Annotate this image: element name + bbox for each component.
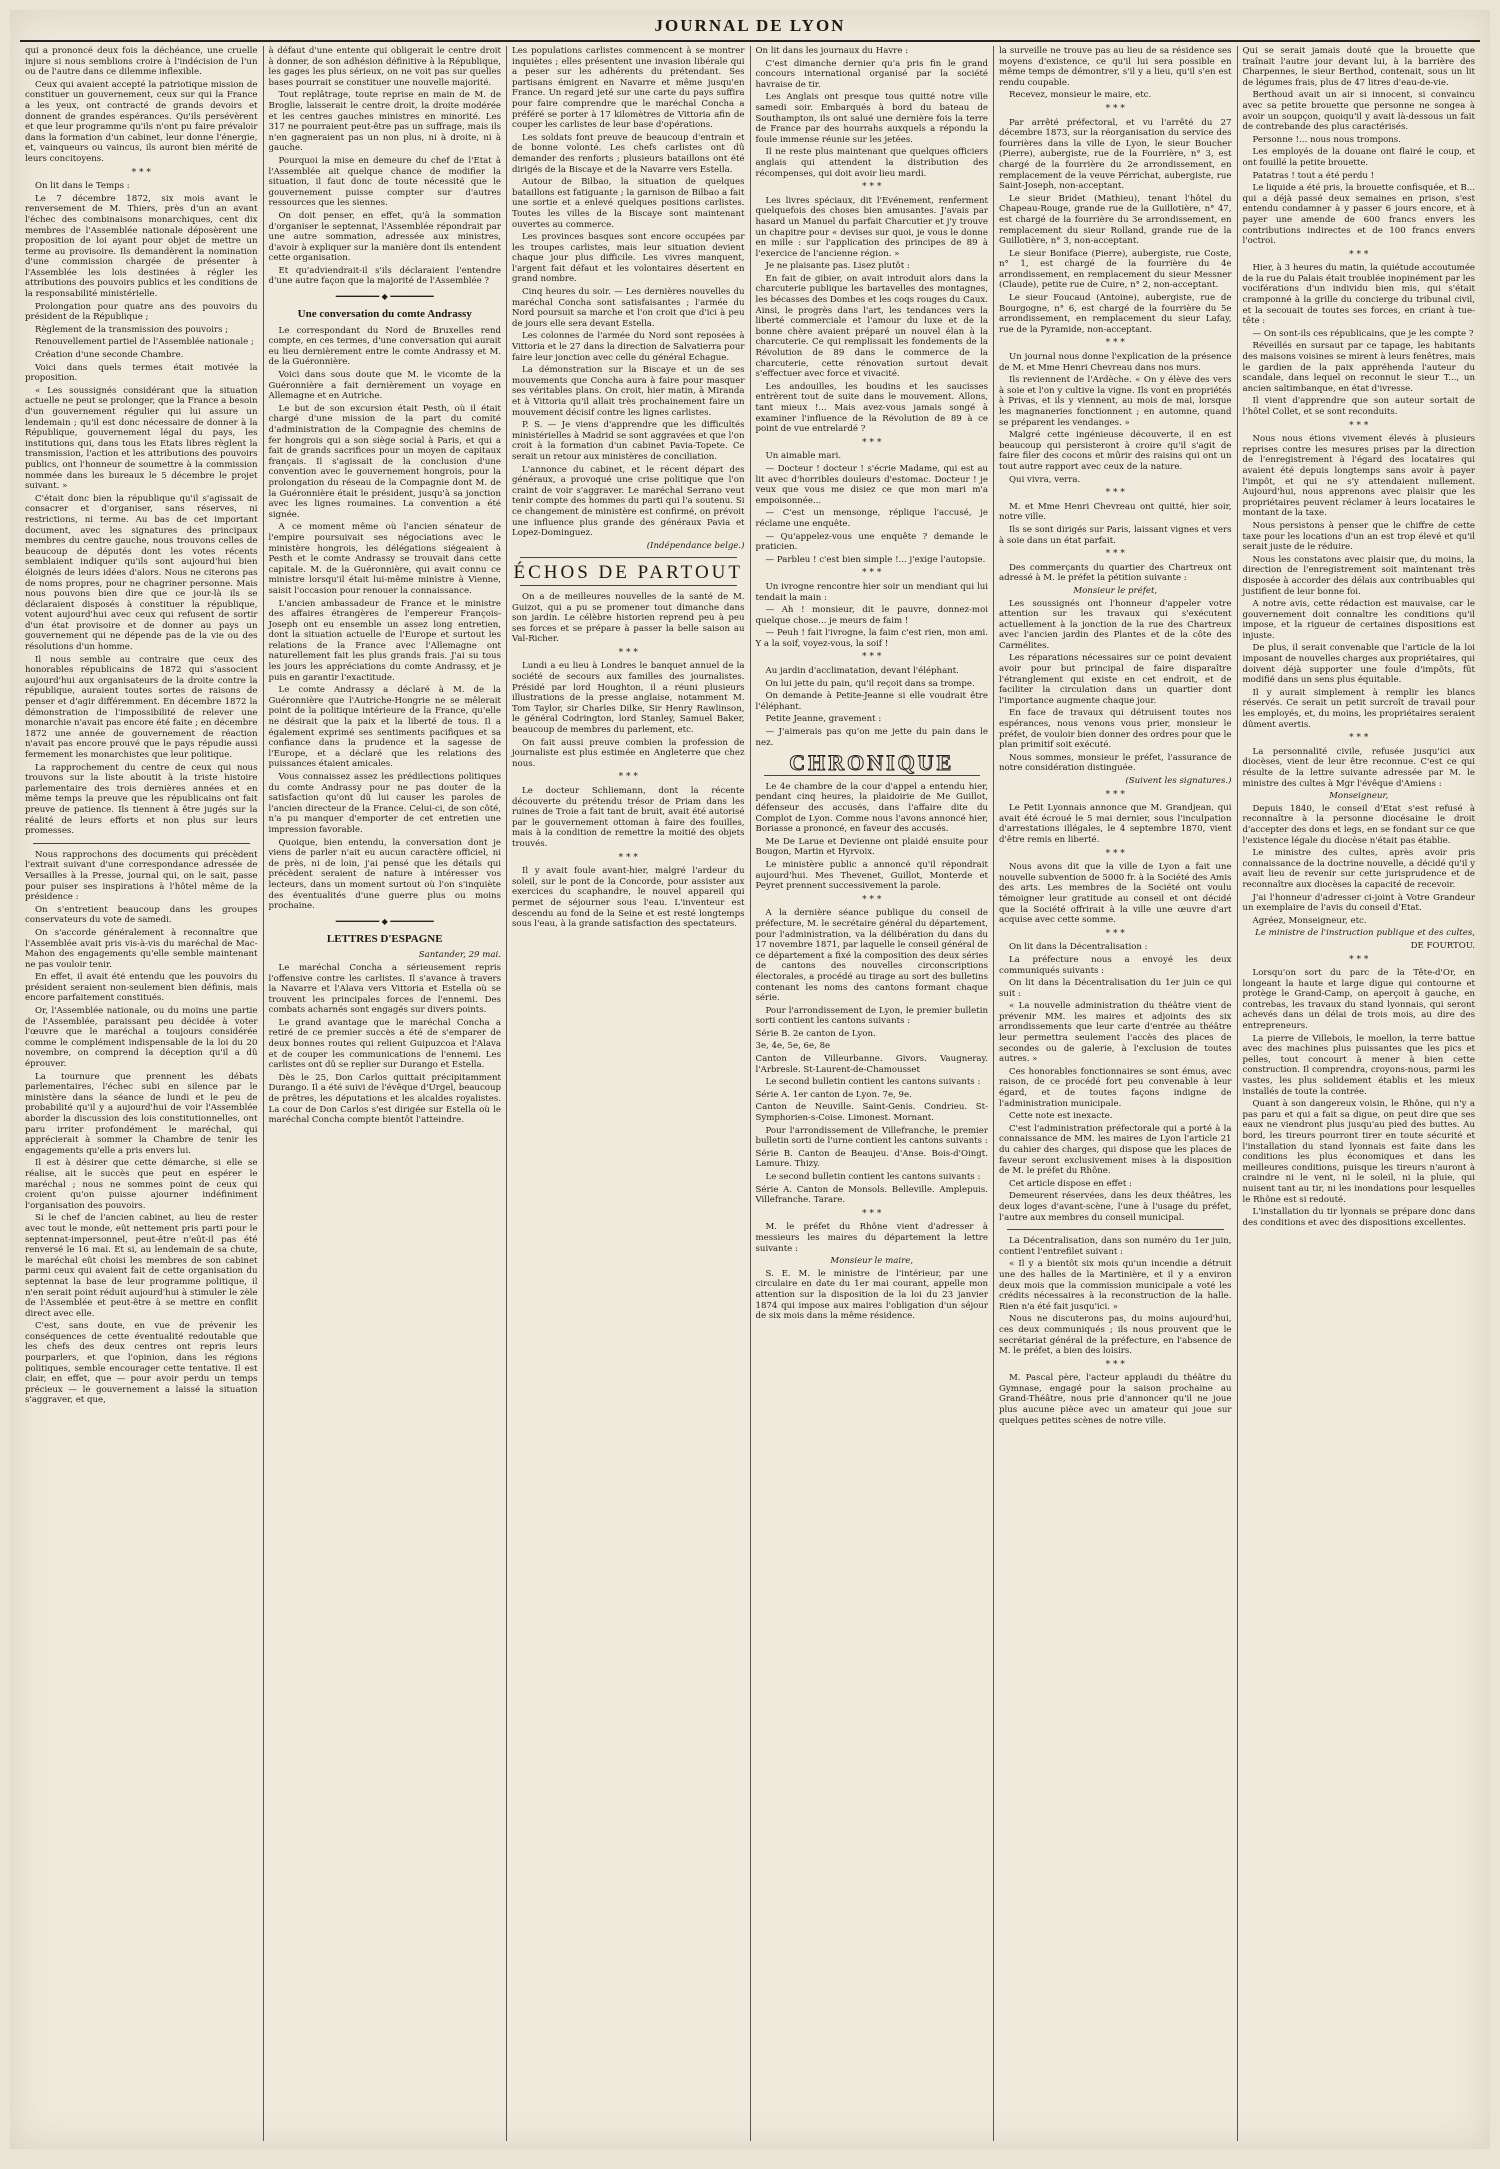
paragraph: Autour de Bilbao, la situation de quelques bataillons est fatiguante ; la garnison de Bilbao a fait une sortie et a enlevé quelques positions carlistes. Toutes les villes de la Biscaye sont maintenant ouvertes au commerce. — [512, 177, 745, 230]
paragraph: Cette note est inexacte. — [1009, 1111, 1113, 1122]
signature-title: Le ministre de l'instruction publique et des cultes, — [1255, 928, 1475, 939]
section-heading: ÉCHOS DE PARTOUT — [513, 562, 743, 584]
paragraph: Berthoud avait un air si innocent, si convaincu avec sa petite brouette que personne ne songea à avoir un soupçon, quoiqu'il y avait là-dessous un fait de contrebande des plus caractérisés. — [1242, 90, 1475, 133]
paragraph: Nous les constatons avec plaisir que, du moins, la direction de l'enregistrement soit maintenant très disposée à accorder des délais aux contribuables qui justifient de leur bonne foi. — [1242, 554, 1475, 597]
separator-stars: * * * — [1105, 103, 1125, 114]
paragraph: Les provinces basques sont encore occupées par les troupes carlistes, mais leur situation devient chaque jour plus difficile. Les vivres manquent, l'argent fait défaut et les volontaires désertent en grand nombre. — [512, 232, 745, 285]
paragraph: Il ne reste plus maintenant que quelques officiers anglais qui attendent la distribution des récompenses, qui doit avoir lieu mardi. — [755, 147, 988, 179]
ornament-rule: ━━━━━━━━━ ◆ ━━━━━━━━━ — [335, 292, 434, 302]
separator-stars: * * * — [1105, 848, 1125, 859]
paragraph: Ils se sont dirigés sur Paris, laissant vignes et vers à soie dans un état parfait. — [999, 524, 1232, 546]
paragraph: M. et Mme Henri Chevreau ont quitté, hier soir, notre ville. — [999, 501, 1232, 523]
paragraph: Nous avons dit que la ville de Lyon a fait une nouvelle subvention de 5000 fr. à la Société des Amis des arts. Les membres de la Société ont voulu témoigner leur gratitude au conseil et ont décidé que la Société offrirait à la ville une œuvre d'art acquise avec cette somme. — [999, 862, 1232, 926]
paragraph: Lundi a eu lieu à Londres le banquet annuel de la société de secours aux familles des journalistes. Présidé par lord Houghton, il a réuni plusieurs illustrations de la presse anglaise, notamment M. Tom Taylor, sir Charles Dilke, Sir Henry Rawlinson, le général Codrington, lord Stanley, Samuel Baker, beaucoup de membres du parlement, etc. — [512, 661, 745, 736]
paragraph: — Docteur ! docteur ! s'écrie Madame, qui est au lit avec d'horribles douleurs d'estomac. Docteur ! je veux que vous me disiez ce que mon mari m'a empoisonnée... — [755, 463, 988, 506]
paragraph: Personne !... nous nous trompons. — [1252, 134, 1401, 145]
signature-note: (Suivent les signatures.) — [1125, 776, 1232, 786]
paragraph: Les andouilles, les boudins et les saucisses entrèrent tout de suite dans le mouvement. Allons, tant mieux !... Mais avez-vous jamais songé à examiner l'influence de la Révolution de 89 à ce point de vue entrelardé ? — [755, 381, 988, 435]
separator-stars: * * * — [862, 182, 882, 193]
paragraph: Création d'une seconde Chambre. — [35, 350, 184, 361]
columns-container — [20, 46, 1480, 2141]
column-2 — [264, 46, 508, 2141]
paragraph: Vous connaissez assez les prédilections politiques du comte Andrassy pour ne pas douter de la satisfaction qu'ont dû lui causer les paroles de l'ancien directeur de la France. Celui-ci, de son côté, n'a pu manquer d'emporter de cet entretien une impression favorable. — [268, 772, 501, 835]
separator-stars: * * * — [862, 568, 882, 579]
paragraph: En face de travaux qui détruisent toutes nos espérances, nous venons vous prier, monsieur le préfet, de vouloir bien donner des ordres pour que le plan primitif soit exécuté. — [999, 708, 1232, 751]
paragraph: Le sieur Foucaud (Antoine), aubergiste, rue de Bourgogne, n° 6, est chargé de la fourrière du 5e arrondissement, en remplacement du sieur Lafay, rue de la Pyramide, non-acceptant. — [999, 293, 1232, 335]
list-item: Série A. 1er canton de Lyon. 7e, 9e. — [755, 1089, 912, 1100]
source-attribution: (Indépendance belge.) — [646, 540, 745, 551]
paragraph: Il vient d'apprendre que son auteur sortait de l'hôtel Collet, et se sont reconduits. — [1242, 396, 1475, 417]
paragraph: On lit dans la Décentralisation du 1er juin ce qui suit : — [999, 978, 1232, 999]
paragraph: qui a prononcé deux fois la déchéance, une cruelle injure si nous semblions croire à l'indécision de l'un ou de l'autre dans ce dilemme inflexible. — [25, 46, 258, 78]
separator-stars: * * * — [1349, 954, 1369, 965]
paragraph: Le Petit Lyonnais annonce que M. Grandjean, qui avait été écroué le 5 mai dernier, sous l'inculpation d'arrestations illégales, le 4 septembre 1870, vient d'être remis en liberté. — [999, 803, 1232, 845]
dateline: Santander, 29 mai. — [418, 950, 501, 961]
paragraph: Ces honorables fonctionnaires se sont émus, avec raison, de ce procédé fort peu convenable à leur égard, et de toutes façons indigne de l'administration municipale. — [999, 1066, 1232, 1109]
paragraph: Le maréchal Concha a sérieusement repris l'offensive contre les carlistes. Il s'avance à travers la Navarre et l'Alava vers Vittoria et Estella où se trouvent les principales forces de l'ennemi. Des combats acharnés sont engagés sur divers points. — [268, 962, 501, 1016]
paragraph: En effet, il avait été entendu que les pouvoirs du président seraient non-seulement bien définis, mais encore parfaitement constitués. — [25, 972, 258, 1004]
paragraph: C'est dimanche dernier qu'a pris fin le grand concours international organisé par la société havraise de tir. — [755, 58, 988, 90]
separator-stars: * * * — [1105, 789, 1125, 800]
separator-stars: * * * — [131, 167, 151, 178]
separator-rule — [1007, 1229, 1224, 1230]
separator-stars: * * * — [618, 647, 638, 658]
separator-rule — [33, 843, 250, 844]
paragraph: On doit penser, en effet, qu'à la sommation d'organiser le septennat, l'Assemblée répondrait par une autre sommation, adressée aux ministres, d'avoir à expliquer sur la manière dont ils entendent cette organisation. — [268, 210, 501, 264]
paragraph: Des commerçants du quartier des Chartreux ont adressé à M. le préfet la pétition suivante : — [999, 562, 1232, 584]
paragraph: — Ah ! monsieur, dit le pauvre, donnez-moi quelque chose... je meurs de faim ! — [755, 605, 988, 626]
paragraph: « La nouvelle administration du théâtre vient de prévenir MM. les maires et adjoints des six arrondissements que leur carte d'entrée au théâtre leur permettra seulement l'accès des places de secondes ou de galerie, à l'exclusion de toutes autres. » — [999, 1001, 1232, 1065]
paragraph: Un aimable mari. — [765, 451, 842, 462]
separator-rule — [520, 557, 737, 558]
paragraph: A la dernière séance publique du conseil de préfecture, M. le secrétaire général du département, pour l'administration, va la délibération du dans du 17 novembre 1871, par laquelle le conseil général de ce département a fixé la composition des deux séries de cantons des nouvelles circonscriptions électorales, a procédé au tirage au sort des bulletins contenant les noms des cantons formant chaque série. — [755, 908, 988, 1004]
paragraph: Le ministre des cultes, après avoir pris connaissance de la doctrine nouvelle, a décidé qu'il y avait lieu de revenir sur cette jurisprudence et de reconnaître aux diocèses la capacité de recevoir. — [1242, 848, 1475, 890]
paragraph: J'ai l'honneur d'adresser ci-joint à Votre Grandeur un exemplaire de l'avis du conseil d'Etat. — [1242, 892, 1475, 914]
paragraph: Agréez, Monseigneur, etc. — [1252, 915, 1367, 926]
paragraph: « Les soussignés considérant que la situation actuelle ne peut se prolonger, que la France a besoin d'un gouvernement régulier qui lui assure un lendemain ; qu'il est donc nécessaire de donner à la République, gouvernement légal du pays, les institutions qui, dans tous les Etats libres règlent la transmission, l'action et les attributions des pouvoirs publics, ont l'honneur de soumettre à la commission nommée dans les bureaux le 5 décembre le projet suivant. » — [25, 385, 258, 492]
paragraph: Les réparations nécessaires sur ce point devaient avoir pour but principal de faire disparaître l'étranglement qui existe en cet endroit, et de faciliter la circulation dans un quartier dont l'importance augmente chaque jour. — [999, 653, 1232, 706]
ornament-rule: ━━━━━━━━━ ◆ ━━━━━━━━━ — [335, 916, 434, 926]
paragraph: « Il y a bientôt six mois qu'un incendie a détruit une des halles de la Martinière, et il y a environ deux mois que la commission municipale a voté les crédits nécessaires à la reconstruction de la halle. Rien n'a été fait jusqu'ici. » — [999, 1259, 1232, 1312]
paragraph: La pierre de Villebois, le moellon, la terre battue avec des machines plus puissantes que les pics et pelles, tout concourt à mener à bien cette construction. Il comprendra, croyons-nous, parmi les vastes, les plus solidement établis et les mieux installés de toute la contrée. — [1242, 1033, 1475, 1097]
article-heading: Une conversation du comte Andrassy — [297, 308, 472, 321]
list-item: Série B. 2e canton de Lyon. — [755, 1028, 876, 1039]
paragraph: A notre avis, cette rédaction est mauvaise, car le gouvernement doit connaître les conditions qu'il impose, et la rigueur de certaines dispositions est injuste. — [1242, 599, 1475, 641]
paragraph: Il y avait foule avant-hier, malgré l'ardeur du soleil, sur le pont de la Concorde, pour assister aux exercices du scaphandre, le nouvel appareil qui permet de séjourner sous l'eau. L'inventeur est descendu au fond de la Seine et est resté longtemps sous l'eau, à la grande satisfaction des spectateurs. — [512, 866, 745, 930]
paragraph: Il y aurait simplement à remplir les blancs réservés. Ce serait un petit surcroît de travail pour les employés, et, du moins, les propriétaires seraient dûment avertis. — [1242, 687, 1475, 730]
separator-rule — [520, 585, 737, 586]
paragraph: Le docteur Schliemann, dont la récente découverte du prétendu trésor de Priam dans les ruines de Troie a fait tant de bruit, avait été autorisé par le gouvernement ottoman à faire des fouilles, mais à la condition de remettre la moitié des objets trouvés. — [512, 786, 745, 849]
masthead-rule — [20, 40, 1480, 42]
paragraph: Malgré cette ingénieuse découverte, il en est beaucoup qui persisteront à croire qu'il s'agit de faire filer des cocons et mûrir des raisins qui ont un tout autre rapport avec ceux de la nature. — [999, 430, 1232, 472]
paragraph: Lorsqu'on sort du parc de la Tête-d'Or, en longeant la haute et large digue qui contourne et protège le Grand-Camp, on aperçoit à gauche, en contrebas, les travaux du stand lyonnais, qui seront achevés dans un délai de trois mois, au dire des entrepreneurs. — [1242, 968, 1475, 1032]
paragraph: Règlement de la transmission des pouvoirs ; — [35, 324, 229, 335]
paragraph: Le second bulletin contient les cantons suivants : — [765, 1172, 981, 1182]
column-5 — [994, 46, 1238, 2141]
paragraph: Si le chef de l'ancien cabinet, au lieu de rester avec tout le monde, eût nettement pris parti pour le septennat-impersonnel, peut-être n'eût-il pas été renversé le 16 mai. Et si, au lendemain de sa chute, le maréchal eût choisi les membres de son cabinet parmi ceux qui avaient fait de cette organisation du septennat la base de leur programme politique, il n'en serait point réduit aujourd'hui à stimuler le zèle de l'Assemblée et peut-être à se mettre en conflit direct avec elle. — [25, 1213, 258, 1319]
paragraph: On demande à Petite-Jeanne si elle voudrait être l'éléphant. — [755, 691, 988, 712]
paragraph: Au jardin d'acclimatation, devant l'éléphant. — [765, 666, 959, 677]
paragraph: Les soussignés ont l'honneur d'appeler votre attention sur les travaux qui s'exécutent actuellement à la jonction de la rue des Chartreux avec l'ancien jardin des Plantes et de la côte des Carmélites. — [999, 598, 1232, 651]
paragraph: Qui vivra, verra. — [1009, 474, 1081, 485]
separator-stars: * * * — [618, 772, 638, 783]
list-item: Série B. Canton de Beaujeu. d'Anse. Bois-d'Oingt. Lamure. Thizy. — [755, 1148, 988, 1170]
paragraph: On lit dans le Temps : — [35, 181, 130, 192]
separator-stars: * * * — [1105, 338, 1125, 349]
paragraph: Le ministère public a annoncé qu'il répondrait aujourd'hui. Mes Thevenet, Guillot, Monterde et Peyret prennent successivement la parole. — [755, 859, 988, 892]
paragraph: Le liquide a été pris, la brouette confisquée, et B... qui a déjà passé deux semaines en prison, s'est entendu condamner à y passer 6 jours encore, et à payer une amende de 600 francs envers les contributions indirectes et de 100 francs envers l'octroi. — [1242, 183, 1475, 247]
separator-stars: * * * — [1105, 488, 1125, 499]
paragraph: Il est à désirer que cette démarche, si elle se réalise, ait le succès que peut en espérer le maréchal ; nous ne sommes point de ceux qui croient qu'on puisse ajourner indéfiniment l'organisation des pouvoirs. — [25, 1158, 258, 1211]
separator-stars: * * * — [862, 652, 882, 663]
paragraph: Demeurent réservées, dans les deux théâtres, les deux loges d'avant-scène, l'une à l'usage du préfet, l'autre aux membres du conseil municipal. — [999, 1191, 1232, 1223]
paragraph: A ce moment même où l'ancien sénateur de l'empire poursuivait ses négociations avec le ministère hongrois, les délégations siégeaient à Pesth et le comte Andrassy se trouvait dans cette capitale. M. de la Guéronnière, qui avait connu ce ministre lorsqu'il était lui-même ministre à Vienne, saisit l'occasion pour renouer la connaissance. — [268, 522, 501, 596]
paragraph: Les populations carlistes commencent à se montrer inquiètes ; elles présentent une invasion libérale qui a peser sur les adhérents du prétendant. Ses partisans émigrent en Navarre et même jusqu'en France. Un regard jeté sur une carte du pays suffira pour faire comprendre que le maréchal Concha a préféré se porter à 17 kilomètres de Vittoria afin de couper les carlistes de leur base d'opérations. — [512, 46, 745, 131]
separator-stars: * * * — [1105, 1359, 1125, 1370]
paragraph: Me De Larue et Devienne ont plaidé ensuite pour Bougon, Martin et Hyrvoix. — [755, 836, 988, 858]
paragraph: On lit dans la Décentralisation : — [1009, 942, 1148, 953]
paragraph: Un journal nous donne l'explication de la présence de M. et Mme Henri Chevreau dans nos murs. — [999, 352, 1232, 373]
column-3 — [507, 46, 751, 2141]
paragraph: — J'aimerais pas qu'on me jette du pain dans le nez. — [755, 727, 988, 748]
paragraph: Ils reviennent de l'Ardèche. « On y élève des vers à soie et l'on y cultive la vigne. Ils vont en propriétés à Privas, et ils y viennent, au mois de mai, lorsque les magnaneries fonctionnent ; en automne, quand se préparent les vendanges. » — [999, 375, 1232, 428]
paragraph: Le but de son excursion était Pesth, où il était chargé d'une mission de la part du comité d'administration de la Compagnie des chemins de fer hongrois qui a son siège social à Paris, et qui a fait de grands sacrifices pour un moyen de capitaux français. Il s'agissait de la conclusion d'une convention avec le gouvernement hongrois, pour la prolongation du réseau de la Compagnie dont M. de la Guéronnière était le président, jusqu'à sa jonction avec les lignes roumaines. La convention a été signée. — [268, 403, 501, 520]
paragraph: La préfecture nous a envoyé les deux communiqués suivants : — [999, 954, 1232, 976]
signature-name: DE FOURTOU. — [1410, 940, 1475, 951]
paragraph: Nous rapprochons des documents qui précèdent l'extrait suivant d'une correspondance adressée de Versailles à la Presse, journal qui, on le sait, passe pour puiser ses inspirations à l'hôtel même de la présidence : — [25, 849, 258, 903]
masthead-title: JOURNAL DE LYON — [654, 16, 846, 35]
paragraph: Qui se serait jamais douté que la brouette que traînait l'autre jour devant lui, à la barrière des Charpennes, le sieur Berthod, contenait, sous un lit de légumes frais, plus de 47 litres d'eau-de-vie. — [1242, 46, 1475, 88]
paragraph: Dès le 25, Don Carlos quittait précipitamment Durango. Il a été suivi de l'évêque d'Urgel, beaucoup de prêtres, les députations et les alcaldes royalistes. La cour de Don Carlos s'est dirigée sur Estella où le maréchal Concha compte bientôt l'atteindre. — [268, 1072, 501, 1126]
separator-stars: * * * — [1105, 928, 1125, 939]
paragraph: Le sieur Bridet (Mathieu), tenant l'hôtel du Chapeau-Rouge, grande rue de la Guillotière, n° 47, est chargé de la fourrière du 3e arrondissement, en remplacement du sieur Rolland, grande rue de la Guillotière, n° 3, non-acceptant. — [999, 193, 1232, 247]
column-1 — [20, 46, 264, 2141]
paragraph: Renouvellement partiel de l'Assemblée nationale ; — [35, 337, 254, 348]
paragraph: S. E. M. le ministre de l'intérieur, par une circulaire en date du 1er mai courant, appelle mon attention sur la disposition de la loi du 23 janvier 1874 qui impose aux maires l'obligation d'un séjour de six mois dans la même résidence. — [755, 1268, 988, 1322]
paragraph: M. Pascal père, l'acteur applaudi du théâtre du Gymnase, engagé pour la saison prochaine au Grand-Théâtre, nous prie d'annoncer qu'il ne joue plus aucune pièce avec un amateur qui joue sur quelques petites scènes de notre ville. — [999, 1373, 1232, 1426]
separator-stars: * * * — [1105, 549, 1125, 560]
paragraph: La personnalité civile, refusée jusqu'ici aux diocèses, vient de leur être reconnue. C'est ce qui résulte de la lettre suivante adressée par M. le ministre des cultes à Mgr l'évêque d'Amiens : — [1242, 746, 1475, 789]
paragraph: Hier, à 3 heures du matin, la quiétude accoutumée de la rue du Palais était troublée inopinément par les vociférations d'un individu bien mis, qui s'était cramponné à la grille du concierge du tribunal civil, et la secouait de toutes ses forces, en criant à tue-tête : — [1242, 263, 1475, 327]
paragraph: Voici dans quels termes était motivée la proposition. — [25, 362, 258, 384]
paragraph: M. le préfet du Rhône vient d'adresser à messieurs les maires du département la lettre suivante : — [755, 1222, 988, 1254]
paragraph: Tout replâtrage, toute reprise en main de M. de Broglie, laisserait le centre droit, la droite modérée et les centres gauches ministres en minorité. Les 317 ne pourraient peut-être pas un suffrage, mais ils n'en gagneraient pas un non plus, ni à droite, ni à gauche. — [268, 90, 501, 154]
list-item: Canton de Neuville. Saint-Genis. Condrieu. St-Symphorien-s-Coise. Limonest. Mornant. — [755, 1102, 988, 1124]
paragraph: L'annonce du cabinet, et le récent départ des généraux, a provoqué une crise politique que l'on craint de voir s'aggraver. Le maréchal Serrano veut tenir compte des hommes du parti qui l'a soutenu. Si ce changement de ministère est confirmé, on prévoit une influence plus grande des généraux Pavia et Lopez-Dominguez. — [512, 464, 745, 539]
paragraph: Quoique, bien entendu, la conversation dont je viens de parler n'ait eu aucun caractère officiel, ni de près, ni de loin, j'ai pensé que les détails qui précèdent seraient de nature à intéresser vos lecteurs, dans un moment surtout où l'on s'inquiète des éventualités d'une guerre plus ou moins prochaine. — [268, 837, 501, 912]
paragraph: Nous ne discuterons pas, du moins aujourd'hui, ces deux communiqués ; ils nous prouvent que le secrétariat général de la préfecture, en l'absence de M. le préfet, a bien des loisirs. — [999, 1314, 1232, 1357]
paragraph: En fait de gibier, on avait introduit alors dans la charcuterie publique les bartavelles des montagnes, les bécasses des Dombes et les coqs rouges du Caux. Ainsi, le progrès dans l'art, les tendances vers la liberté commerciale et l'amour du luxe et de la bonne chère avaient préparé un nouvel élan à la charcuterie. Ce qui remplissait les fondements de la Révolution de 89 dans le commerce de la charcuterie, cette rénovation surtout devait s'effectuer avec force et vivacité. — [755, 273, 988, 380]
paragraph: C'est l'administration préfectorale qui a porté à la connaissance de MM. les maires de Lyon l'article 21 du cahier des charges, qui dispose que les places de faveur seront exclusivement mises à la disposition de M. le préfet du Rhône. — [999, 1123, 1232, 1177]
separator-stars: * * * — [862, 1208, 882, 1219]
paragraph: Je ne plaisante pas. Lisez plutôt : — [765, 261, 910, 272]
separator-stars: * * * — [862, 437, 882, 448]
paragraph: Réveillés en sursaut par ce tapage, les habitants des maisons voisines se mirent à leurs fenêtres, mais le gardien de la paix appréhenda l'auteur du scandale, dans lequel on reconnut le sieur T..., un ancien saltimbanque, en état d'ivresse. — [1242, 341, 1475, 394]
paragraph: Depuis 1840, le conseil d'Etat s'est refusé à reconnaître à la personne diocésaine le droit d'accepter des dons et legs, en se fondant sur ce que l'existence légale du diocèse n'était pas établie. — [1242, 803, 1475, 846]
paragraph: Or, l'Assemblée nationale, ou du moins une partie de l'Assemblée, paraissant peu décidée à voter l'œuvre que le maréchal a toujours considérée comme le complément indispensable de la loi du 20 novembre, on comprend la déception qu'il a dû éprouver. — [25, 1006, 258, 1070]
paragraph: On s'accorde généralement à reconnaître que l'Assemblée avait pris vis-à-vis du maréchal de Mac-Mahon des engagements qu'elle semble maintenant ne pas vouloir tenir. — [25, 927, 258, 970]
paragraph: On lit dans les journaux du Havre : — [755, 46, 909, 56]
paragraph: Nous sommes, monsieur le préfet, l'assurance de notre considération distinguée. — [999, 752, 1232, 774]
paragraph: La Décentralisation, dans son numéro du 1er juin, contient l'entrefilet suivant : — [999, 1236, 1232, 1257]
paragraph: — C'est un mensonge, réplique l'accusé, je réclame une enquête. — [755, 508, 988, 529]
paragraph: La démonstration sur la Biscaye et un de ses mouvements que Concha aura à faire pour masquer ses véritables plans. On croit, hier matin, à Miranda et à Vittoria qu'il allait très prochainement faire un mouvement décisif contre les lignes carlistes. — [512, 365, 745, 418]
paragraph: Le second bulletin contient les cantons suivants : — [765, 1077, 981, 1088]
separator-stars: * * * — [1349, 733, 1369, 744]
paragraph: P. S. — Je viens d'apprendre que les difficultés ministérielles à Madrid se sont aggravées et que l'on croit à la formation d'un cabinet Pavia-Topete. Ce serait un retour aux ministères de conciliation. — [512, 420, 745, 462]
paragraph: Cet article dispose en effet : — [1009, 1178, 1132, 1189]
paragraph: Le comte Andrassy a déclaré à M. de la Guéronnière que l'Autriche-Hongrie ne se mêlerait point de la politique intérieure de la France, qu'elle ne désirait que la paix et la liberté de tous. Il a également exprimé ses sentiments pacifiques et sa confiance dans la prudence et la sagesse de l'Europe, et a déclaré que les relations des puissances étaient amicales. — [268, 685, 501, 770]
paragraph: — On sont-ils ces républicains, que je les compte ? — [1252, 328, 1474, 339]
paragraph: Le grand avantage que le maréchal Concha a retiré de ce premier succès a été de s'emparer de deux bonnes routes qui relient Guipuzcoa et l'Alava et de couper les communications de l'ennemi. Les carlistes ont dû se replier sur Durango et Estella. — [268, 1017, 501, 1071]
salutation: Monsieur le maire, — [830, 1256, 914, 1267]
column-6 — [1238, 46, 1481, 2141]
paragraph: Pour l'arrondissement de Villefranche, le premier bulletin sorti de l'urne contient les cantons suivants : — [755, 1125, 988, 1147]
salutation: Monseigneur, — [1329, 791, 1389, 802]
section-heading: CHRONIQUE — [789, 750, 955, 776]
separator-stars: * * * — [1349, 249, 1369, 260]
article-heading: LETTRES D'ESPAGNE — [326, 932, 443, 945]
paragraph: Il nous semble au contraire que ceux des honorables républicains de 1872 qui s'associent aujourd'hui aux organisateurs de la droite contre la république, auraient toutes sortes de raisons de penser et d'agir différemment. En décembre 1872 la démonstration de l'impossibilité de relever une monarchie n'avait pas encore été faite ; en décembre 1872 une année de gouvernement de réaction n'avait pas encore prouvé que le pays répudie aussi fermement les monarchistes que leur politique. — [25, 654, 258, 760]
paragraph: Nous nous étions vivement élevés à plusieurs reprises contre les mesures prises par la direction de l'enregistrement à l'égard des locataires qui avaient été depuis longtemps sans avoir à payer l'impôt, et qui ne s'y attendaient nullement. Aujourd'hui, nous apprenons avec plaisir que les propriétaires peuvent réclamer à leurs locataires le montant de la taxe. — [1242, 434, 1475, 519]
paragraph: la surveille ne trouve pas au lieu de sa résidence ses moyens d'existence, ce qu'il lui sera possible en même temps de démontrer, s'il y a lieu, qu'il s'en est rendu coupable. — [999, 46, 1232, 88]
newspaper-page — [10, 10, 1490, 2149]
paragraph: La tournure que prennent les débats parlementaires, l'échec subi en silence par le ministère dans la séance de lundi et le peu de probabilité qu'il y a aujourd'hui de voir l'Assemblée aborder la discussion des lois constitutionnelles, ont paru irriter profondément le maréchal, qui apprécierait à sommer la Chambre de tenir les engagements qu'elle a pris envers lui. — [25, 1071, 258, 1156]
paragraph: Voici dans sous doute que M. le vicomte de la Guéronnière a fait dernièrement un voyage en Allemagne et en Autriche. — [268, 370, 501, 402]
paragraph: Quant à son dangereux voisin, le Rhône, qui n'y a pas paru et qui a fait sa digue, on peut dire que ses eaux ne viendront plus jusqu'au pied des buttes. Au bord, les tireurs pourront tirer en toute sécurité et l'installation du stand lyonnais est faite dans les conditions les plus économiques et dans les meilleures conditions, puisque les tireurs n'auront à craindre ni le vent, ni le soleil, ni la pluie, qui nuisent tant au tir, ni les inondations pour lesquelles le Rhône est si redouté. — [1242, 1099, 1475, 1205]
paragraph: Ceux qui avaient accepté la patriotique mission de constituer un gouvernement, ceux sur qui la France a les yeux, ont contracté de grands devoirs et donnent de grandes espérances. Qu'ils persévèrent et que leur programme qu'ils n'ont pu faire prévaloir dans la formation d'un cabinet, leur donne l'énergie, et, vainqueurs ou vaincus, ils auront bien mérité de leurs concitoyens. — [25, 79, 258, 164]
salutation: Monsieur le préfet, — [1073, 585, 1158, 596]
paragraph: Petite Jeanne, gravement : — [765, 714, 882, 725]
paragraph: Un ivrogne rencontre hier soir un mendiant qui lui tendait la main : — [755, 581, 988, 603]
paragraph: Le 4e chambre de la cour d'appel a entendu hier, pendant cinq heures, la plaidoirie de Me Guillot, défenseur des accusés, dans l'affaire dite du Complot de Lyon. Comme nous l'avons annoncé hier, Boriasse a prononcé, en faveur des accusés. — [755, 781, 988, 835]
separator-stars: * * * — [1349, 420, 1369, 431]
paragraph: Les soldats font preuve de beaucoup d'entrain et de bonne volonté. Les chefs carlistes ont dû demander des renforts ; plusieurs bataillons ont été dirigés de la Biscaye et de la Navarre vers Estella. — [512, 132, 745, 175]
paragraph: Recevez, monsieur le maire, etc. — [1009, 90, 1152, 101]
paragraph: Pourquoi la mise en demeure du chef de l'Etat à l'Assemblée ait quelque chance de modifier la situation, il faut donc de toute nécessité que le gouvernement puisse compter sur d'autres ressources que les siennes. — [268, 155, 501, 209]
paragraph: L'ancien ambassadeur de France et le ministre des affaires étrangères de l'empereur François-Joseph ont eu ensemble un assez long entretien, dont la situation actuelle de l'Europe et surtout les relations de la France avec l'Allemagne ont naturellement fait les plus grands frais. J'ai su tous les jours les appréciations du comte Andrassy, et je puis en garantir l'exactitude. — [268, 598, 501, 683]
paragraph: Pour l'arrondissement de Lyon, le premier bulletin sorti contient les cantons suivants : — [755, 1005, 988, 1027]
paragraph: Prolongation pour quatre ans des pouvoirs du président de la République ; — [25, 301, 258, 323]
list-item: 3e, 4e, 5e, 6e, 8e — [755, 1041, 831, 1052]
paragraph: Cinq heures du soir. — Les dernières nouvelles du maréchal Concha sont satisfaisantes ; l'armée du Nord poursuit sa marche et l'on croit que d'ici à peu de jours elle sera devant Estella. — [512, 287, 745, 329]
paragraph: Et qu'adviendrait-il s'ils déclaraient l'entendre d'une autre façon que la majorité de l'Assemblée ? — [268, 265, 501, 287]
paragraph: — Qu'appelez-vous une enquête ? demande le praticien. — [755, 531, 988, 553]
paragraph: — Parbleu ! c'est bien simple !... j'exige l'autopsie. — [765, 554, 986, 565]
paragraph: On fait aussi preuve combien la profession de journaliste est plus estimée en Angleterre que chez nous. — [512, 737, 745, 769]
paragraph: On lui jette du pain, qu'il reçoit dans sa trompe. — [765, 678, 975, 689]
paragraph: On a de meilleures nouvelles de la santé de M. Guizot, qui a pu se promener tout dimanche dans son jardin. Le célèbre historien reprend peu à peu ses forces et se prépare à passer la belle saison au Val-Richer. — [512, 591, 745, 645]
paragraph: — Peuh ! fait l'ivrogne, la faim c'est rien, mon ami. Y a la soif, voyez-vous, la soif ! — [755, 628, 988, 649]
paragraph: Les colonnes de l'armée du Nord sont reposées à Vittoria et le 27 dans la direction de Salvatierra pour faire leur jonction avec celle du général Echague. — [512, 331, 745, 363]
paragraph: Le 7 décembre 1872, six mois avant le renversement de M. Thiers, près d'un an avant l'échec des combinaisons monarchiques, cent dix membres de l'Assemblée nationale déposèrent une proposition de loi ayant pour objet de mettre un terme au provisoire. Ils demandèrent la nomination d'une commission chargée de présenter à l'Assemblée les lois destinées à régler les attributions des pouvoirs publics et les conditions de la responsabilité ministérielle. — [25, 193, 258, 300]
paragraph: Les Anglais ont presque tous quitté notre ville samedi soir. Embarqués à bord du bateau de Southampton, ils ont salué une dernière fois la terre de France par des hourrahs auxquels a répondu la foule immense réunie sur les jetées. — [755, 92, 988, 145]
separator-stars: * * * — [618, 852, 638, 863]
separator-stars: * * * — [862, 894, 882, 905]
paragraph: Le sieur Boniface (Pierre), aubergiste, rue Coste, n° 1, est chargé de la fourrière du 4e arrondissement, en remplacement du sieur Messner (Claude), petite rue de Cuire, n° 2, non-acceptant. — [999, 248, 1232, 291]
paragraph: De plus, il serait convenable que l'article de la loi imposant de nouvelles charges aux propriétaires, qui doivent déjà supporter une foule d'impôts, fût modifié dans un sens plus équitable. — [1242, 643, 1475, 686]
paragraph: Les employés de la douane ont flairé le coup, et ont fouillé la petite brouette. — [1242, 147, 1475, 168]
paragraph: On s'entretient beaucoup dans les groupes conservateurs du vote de samedi. — [25, 904, 258, 926]
paragraph: Par arrêté préfectoral, et vu l'arrêté du 27 décembre 1873, sur la réorganisation du service des fourrières dans la ville de Lyon, le sieur Boucher (Pierre), aubergiste, rue de la Fourrière, n° 3, est chargé de la fourrière du 2e arrondissement, en remplacement de la veuve Pérrichat, aubergiste, rue Saint-Joseph, non-acceptant. — [999, 117, 1232, 192]
paragraph: C'est, sans doute, en vue de prévenir les conséquences de cette éventualité redoutable que les chefs des deux centres ont repris leurs pourparlers, et que l'opinion, dans les régions politiques, semble encourager cette tentative. Il est clair, en effet, que — pour avoir perdu un temps précieux — le gouvernement a laissé la situation s'aggraver, et que, — [25, 1321, 258, 1406]
list-item: Série A. Canton de Monsols. Belleville. Amplepuis. Villefranche. Tarare. — [755, 1184, 988, 1206]
column-4 — [751, 46, 995, 2141]
paragraph: Nous persistons à penser que le chiffre de cette taxe pour les locations d'un an est trop élevé et qu'il serait juste de le réduire. — [1242, 520, 1475, 553]
paragraph: L'installation du tir lyonnais se prépare donc dans des conditions et avec des dispositions excellentes. — [1242, 1207, 1475, 1228]
paragraph: Le correspondant du Nord de Bruxelles rend compte, en ces termes, d'une conversation qui aurait eu lieu dernièrement entre le comte Andrassy et M. de la Guéronnière. — [268, 325, 501, 368]
paragraph: Les livres spéciaux, dit l'Evénement, renferment quelquefois des choses bien amusantes. J'avais par hasard un Manuel du parfait Charcutier et j'y trouve un chapitre pour « devises sur quoi, je vous le donne en mille : sur l'application des principes de 89 à l'exercice de l'ancienne région. » — [755, 195, 988, 259]
paragraph: à défaut d'une entente qui obligerait le centre droit à donner, de son adhésion définitive à la République, les gages les plus sérieux, on ne voit pas sur quelles bases pourrait se constituer une nouvelle majorité. — [268, 46, 501, 88]
paragraph: Patatras ! tout a été perdu ! — [1252, 170, 1375, 181]
paragraph: C'était donc bien la république qu'il s'agissait de consacrer et d'organiser, sans réserves, ni restrictions, ni terme. Au bas de cet important document, avec les signatures des principaux membres du centre gauche, nous trouvons celles de beaucoup de députés dont les votes récents semblaient indiquer qu'ils sont aujourd'hui bien éloignés de leurs idées d'alors. Nous ne citerons pas de noms propres, pour ne chagriner personne. Mais nous pouvons bien dire que ce jour-là ils se déclaraient disposés à constituer la république, votent aujourd'hui avec ceux qui refusent de sortir d'un état provisoire et de donner au pays un gouvernement qui ne dépende pas de la vie ou des résolutions d'un homme. — [25, 493, 258, 653]
paragraph: La rapprochement du centre de ceux qui nous trouvons sur la liste aboutit à la triste histoire parlementaire des trois dernières années et en même temps la preuve que les républicains ont fait preuve de patience. Ils tiennent à être jugés sur la réalité de leurs efforts et non plus sur leurs promesses. — [25, 762, 258, 837]
list-item: Canton de Villeurbanne. Givors. Vaugneray. l'Arbresle. St-Laurent-de-Chamousset — [755, 1054, 988, 1075]
